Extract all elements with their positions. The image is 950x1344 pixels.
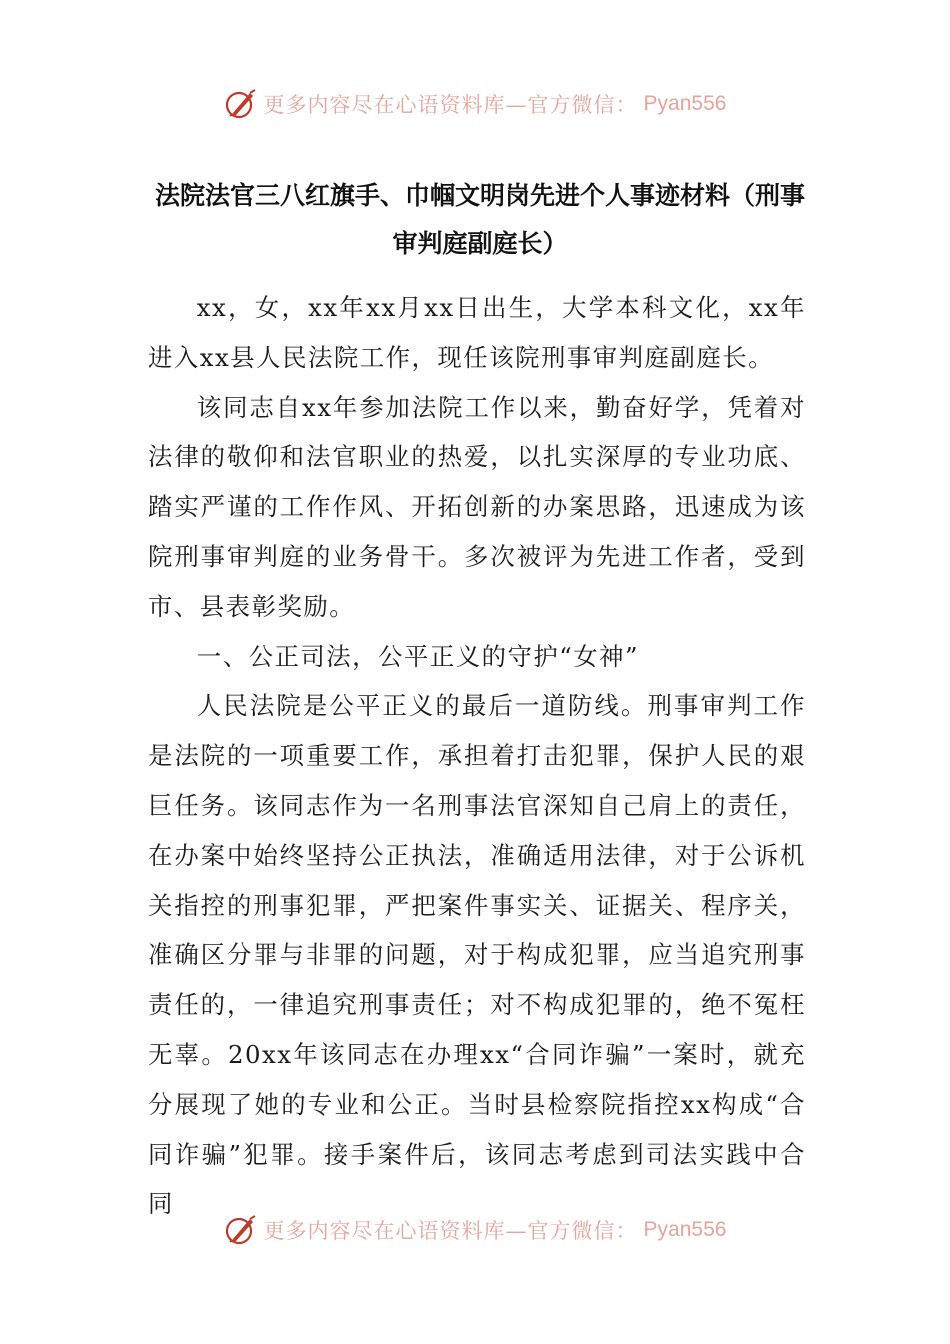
watermark-contact: Pyan556 xyxy=(643,1218,727,1241)
header-watermark xyxy=(0,84,950,124)
quill-pen-logo-icon xyxy=(224,87,258,121)
watermark-text: 更多内容尽在心语资料库—官方微信： xyxy=(263,1219,638,1243)
section-heading: 一、公正司法，公平正义的守护“女神” xyxy=(196,641,639,671)
watermark-text: 更多内容尽在心语资料库—官方微信： xyxy=(263,93,638,117)
paragraph-summary: 该同志自xx年参加法院工作以来，勤奋好学，凭着对法律的敬仰和法官职业的热爱，以扎实深厚的专业功底、踏实严谨的工作作风、开拓创新的办案思路，迅速成为该院刑事审判庭的业务骨干。多次被评为先进工作者，受到市、县表彰奖励。 xyxy=(148,392,806,621)
watermark-contact: Pyan556 xyxy=(643,92,727,115)
paragraph-intro: xx，女，xx年xx月xx日出生，大学本科文化，xx年进入xx县人民法院工作，现任该院刑事审判庭副庭长。 xyxy=(148,293,806,372)
document-title: 法院法官三八红旗手、巾帼文明岗先进个人事迹材料（刑事审判庭副庭长） xyxy=(154,181,805,258)
footer-watermark xyxy=(0,1210,950,1250)
paragraph-section-one: 人民法院是公平正义的最后一道防线。刑事审判工作是法院的一项重要工作，承担着打击犯罪，保护人民的艰巨任务。该同志作为一名刑事法官深知自己肩上的责任，在办案中始终坚持公正执法，准确适用法律，对于公诉机关指控的刑事犯罪，严把案件事实关、证据关、程序关，准确区分罪与非罪的问题，对于构成犯罪，应当追究刑事责任的，一律追究刑事责任；对不构成犯罪的，绝不冤枉无辜。20xx年该同志在办理xx“合同诈骗”一案时，就充分展现了她的专业和公正。当时县检察院指控xx构成“合同诈骗”犯罪。接手案件后，该同志考虑到司法实践中合同 xyxy=(148,691,806,1219)
document-body xyxy=(148,283,806,1229)
quill-pen-logo-icon xyxy=(224,1213,258,1247)
